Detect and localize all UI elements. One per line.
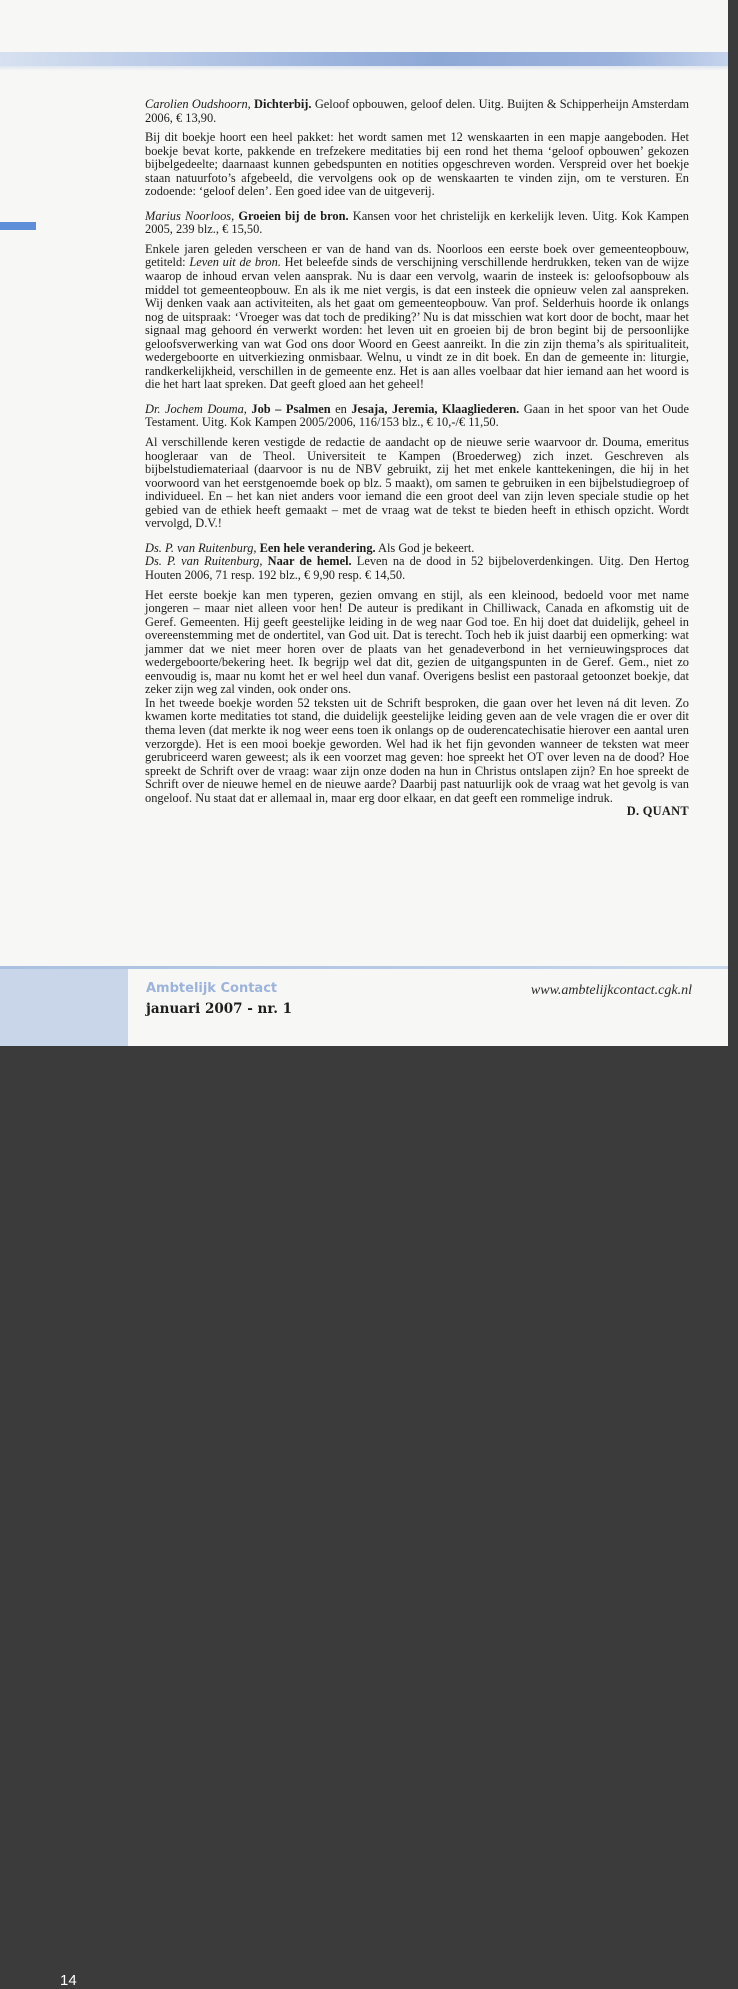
review-heading [145, 98, 689, 125]
review-body-2: In het tweede boekje worden 52 teksten uit de Schrift besproken, die gaan over het leven ná dit leven. Zo kwamen korte meditaties tot stand, die duidelijk geestelijke leiding geven aan de vele vragen die er over dit thema leven (dat merkte ik nog weer eens toen ik onlangs op de ouderencatechisatie hierover een aantal uren verzorgde). Het is een mooi boekje geworden. Wel had ik het fijn gevonden wanneer de teksten wat meer gerubriceerd waren geweest; als ik een voorzet mag geven: hoe spreekt het OT over leven na de dood? Hoe spreekt de Schrift over de vraag: waar zijn onze doden na hun in Christus ontslapen zijn? En hoe spreekt de Schrift over de nieuwe hemel en de nieuwe aarde? Daarbij past natuurlijk ook de vraag wat het gevolg is van ongeloof. Nu staat dat er allemaal in, maar erg door elkaar, en dat geeft een rommelige indruk. [145, 695, 689, 805]
review-connector: en [335, 401, 347, 416]
review-details: Gaan in het spoor van het Oude Testament. Uitg. Kok Kampen 2005/2006, 116/153 blz., € 10,-/€ 11,50. [145, 401, 689, 430]
book-reviews [145, 98, 689, 819]
review-heading-2 [145, 555, 689, 582]
magazine-name: Ambtelijk Contact [146, 981, 278, 996]
review-body: Het eerste boekje kan men typeren, gezien omvang en stijl, als een kleinood, bedoeld voor met name jongeren – maar niet alleen voor hen! De auteur is predikant in Chilliwack, Canada en afkomstig uit de Geref. Gemeenten. Hij geeft geestelijke leiding in de weg naar God toe. En hij doet dat duidelijk, geheel in overeenstemming met de ondertitel, van God uit. Dat is terecht. Toch heb ik juist daarbij een opmerking: wat jammer dat we niet meer horen over de plaats van het genadeverbond in het vernieuwingsproces dat wedergeboorte/bekering heet. Ik begrijp wel dat dit, gezien de uitgangspunten in de Geref. Gem., niet zo eenvoudig is, maar nu komt het er wel heel dun vanaf. Overigens beslist een pastoraal getoonzet boekje, dat zeker zijn weg zal vinden, ook onder ons. [145, 587, 689, 697]
header-band-shadow [0, 66, 728, 71]
review-heading [145, 403, 689, 430]
review-author: Carolien Oudshoorn, [145, 97, 251, 111]
review-heading [145, 210, 689, 237]
review-body: Bij dit boekje hoort een heel pakket: het wordt samen met 12 wenskaarten in een mapje aangeboden. Het boekje bevat korte, pakkende en trefzekere meditaties bij een rond het thema ‘geloof opbouwen’ gekozen bijbelgedeelte; daarnaast kunnen gebedspunten en notities opgeschreven worden. Verspreid over het boekje staan natuurfoto’s afgebeeld, die vervolgens ook op de wenskaarten te vinden zijn, om te versturen. En zodoende: ‘geloof delen’. Een goed idee van de uitgeverij. [145, 130, 689, 199]
review-body: Al verschillende keren vestigde de redactie de aandacht op de nieuwe serie waarvoor dr. Douma, emeritus hoogleraar van de Theol. Universiteit te Kampen (Broederweg) zich inzet. Geschreven als bijbelstudiemateriaal (daarvoor is nu de NBV gebruikt, zij het met enkele kanttekeningen, die hij in het voorwoord van het eerstgenoemde boek op blz. 5 maakt), om samen te gebruiken in een bijbelstudiegroep of individueel. En – het kan niet anders voor iemand die een groot deel van zijn leven speciale studie op het gebied van de ethiek heeft gemaakt – met de vraag wat de tekst te bieden heeft in ethisch opzicht. Wordt vervolgd, D.V.! [145, 435, 689, 531]
reviewer-signature: D. QUANT [626, 804, 689, 819]
review-title: Groeien bij de bron. [238, 208, 349, 223]
review-details: Geloof opbouwen, geloof delen. Uitg. Buijten & Schipperheijn Amsterdam 2006, € 13,90. [145, 97, 689, 125]
review-author: Ds. P. van Ruitenburg, [145, 540, 257, 555]
review-details-2: Leven na de dood in 52 bijbeloverdenkingen. Uitg. Den Hertog Houten 2006, 71 resp. 192 blz., € 9,90 resp. € 14,50. [145, 554, 689, 582]
website-url[interactable]: www.ambtelijkcontact.cgk.nl [530, 983, 692, 998]
margin-marker [0, 222, 36, 230]
review-author-2: Ds. P. van Ruitenburg, [145, 554, 263, 569]
issue-info: januari 2007 - nr. 1 [146, 1001, 293, 1017]
review-details: Als God je bekeert. [378, 540, 475, 555]
review-body [145, 243, 689, 392]
review-body-part: Enkele jaren geleden verscheen er van de hand van ds. Noorloos een eerste boek over gemeenteopbouw, getiteld: [145, 241, 689, 270]
page-number: 14 [60, 1972, 77, 1989]
review-body-part: Het beleefde sinds de verschijning verschillende herdrukken, teken van de wijze waarop de inhoud ervan velen aansprak. Nu is daar een vervolg, waarin de insteek is: geloofsopbouw als middel tot gemeenteopbouw. En als ik me niet vergis, is dat een insteek die opnieuw velen zal aanspreken. Wij denken vaak aan activiteiten, als het gaat om gemeenteopbouw. Van prof. Selderhuis hoorde ik onlangs nog de uitspraak: ‘Vroeger was dat toch de prediking?’ Nu is dat misschien wat kort door de bocht, maar het signaal mag gehoord én verwerkt worden: het leven uit en groeien bij de bron begint bij de persoonlijke geloofsverwerking van wat God ons door Woord en Geest aanreikt. In die zin zijn thema’s als spiritualiteit, wedergeboorte en uitverkiezing onmisbaar. Welnu, u vindt ze in dit boek. En dan de gemeente in: liturgie, randkerkelijkheid, verschillen in de gemeente enz. Het is aan alles voelbaar dat hier iemand aan het woord is die het hart laat spreken. Dat geeft gloed aan het geheel! [145, 255, 690, 392]
review-title: Dichterbij. [254, 97, 312, 111]
review-heading [145, 542, 689, 556]
cited-book-title: Leven uit de bron. [189, 255, 281, 270]
page-number-box [0, 969, 128, 1989]
review-title-2: Naar de hemel. [267, 554, 352, 569]
review-title: Job – Psalmen [251, 401, 331, 416]
review-title-2: Jesaja, Jeremia, Klaagliederen. [351, 401, 520, 416]
review-title: Een hele verandering. [259, 540, 376, 555]
review-author: Dr. Jochem Douma, [145, 401, 247, 416]
header-band [0, 52, 728, 66]
review-details: Kansen voor het christelijk en kerkelijk leven. Uitg. Kok Kampen 2005, 239 blz., € 15,50. [145, 208, 689, 237]
review-author: Marius Noorloos, [145, 208, 235, 223]
